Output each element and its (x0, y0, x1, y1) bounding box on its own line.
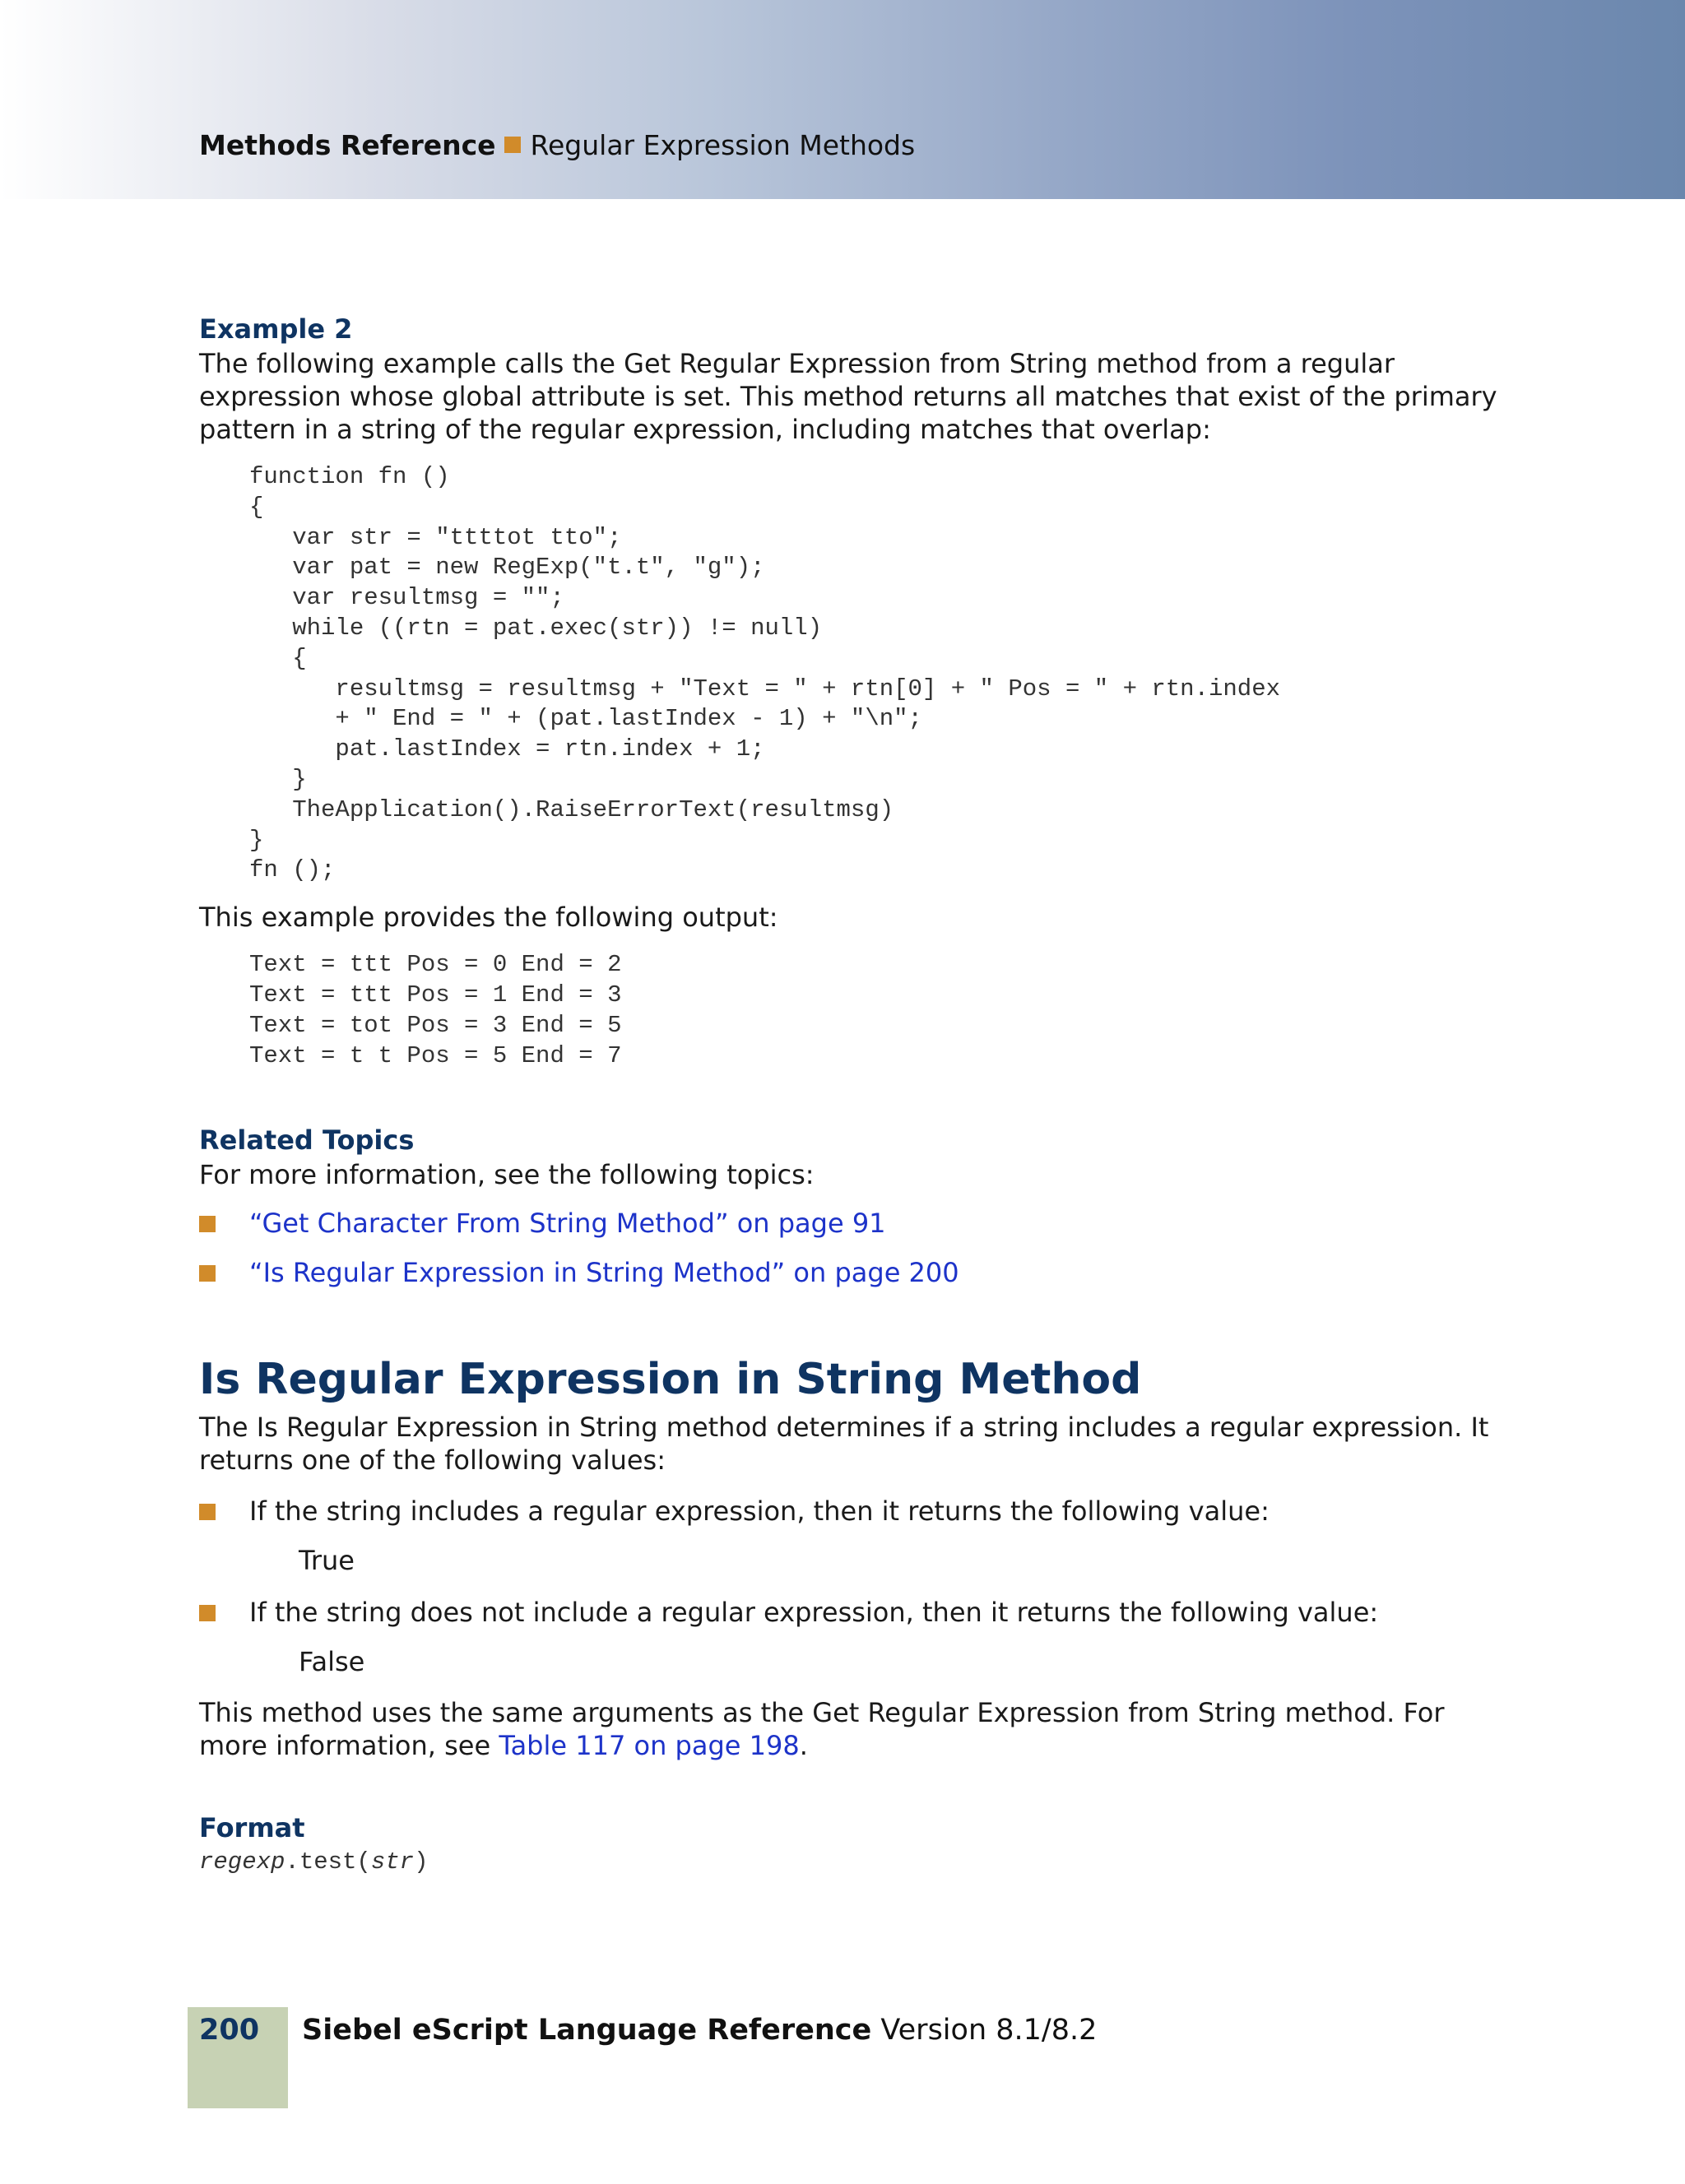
bullet-square-icon (199, 1605, 216, 1621)
footer-version: Version 8.1/8.2 (871, 2014, 1098, 2047)
format-object: regexp (199, 1848, 285, 1876)
return-values-list-2 (199, 1596, 1499, 1629)
footer-title (302, 2012, 1097, 2048)
list-item (199, 1495, 1499, 1528)
return-value-condition: If the string includes a regular expression, then it returns the following value: (249, 1495, 1270, 1528)
bullet-square-icon (199, 1265, 216, 1282)
example-heading: Example 2 (199, 313, 353, 345)
related-topics-list (199, 1207, 1499, 1289)
example-output: Text = ttt Pos = 0 End = 2 Text = ttt Pos = 1 End = 3 Text = tot Pos = 3 End = 5 Text = t t Pos = 5 End = 7 (249, 951, 622, 1069)
return-value-false: False (299, 1646, 365, 1678)
return-values-list (199, 1495, 1499, 1528)
section-title: Is Regular Expression in String Method (199, 1355, 1142, 1405)
related-topics-intro: For more information, see the following topics: (199, 1159, 815, 1191)
bullet-square-icon (199, 1216, 216, 1232)
example-code: function fn () { var str = "ttttot tto"; var pat = new RegExp("t.t", "g"); var resultmsg = ""; while ((rtn = pat.exec(str)) != null) { resultmsg = resultmsg + "Text = " + rtn[0] + " Pos = " + rtn.index + " End = " + (pat.lastIndex - 1) + "\n"; pat.lastIndex = rtn.index + 1; } TheApplication().RaiseErrorText(resultmsg) } fn (); (249, 463, 1281, 884)
section-intro: The Is Regular Expression in String method determines if a string includes a regular expression. It returns one of the following values: (199, 1412, 1489, 1477)
breadcrumb-separator-icon (504, 137, 521, 153)
format-arg: str (370, 1848, 415, 1876)
breadcrumb-subsection: Regular Expression Methods (530, 129, 916, 161)
return-value-condition: If the string does not include a regular expression, then it returns the following value: (249, 1597, 1379, 1629)
format-method: .test( (285, 1848, 371, 1876)
page-number: 200 (199, 2014, 260, 2047)
bullet-square-icon (199, 1504, 216, 1520)
breadcrumb-section: Methods Reference (199, 129, 496, 161)
footer-book-title: Siebel eScript Language Reference (302, 2014, 872, 2047)
section-note (199, 1696, 1499, 1762)
related-topics-heading: Related Topics (199, 1124, 415, 1157)
output-intro: This example provides the following output: (199, 902, 778, 934)
format-syntax (199, 1846, 1499, 1879)
format-close: ) (414, 1848, 429, 1876)
related-link-is-regular-expression[interactable]: “Is Regular Expression in String Method” on page 200 (249, 1257, 959, 1289)
format-heading: Format (199, 1812, 305, 1844)
page-content (199, 311, 1499, 1879)
section-note-text: This method uses the same arguments as the Get Regular Expression from String method. For more information, see (199, 1697, 1445, 1762)
table-reference-link[interactable]: Table 117 on page 198 (499, 1730, 800, 1762)
return-value-true: True (299, 1545, 355, 1577)
header-band (0, 0, 1685, 199)
list-item (199, 1207, 1499, 1240)
breadcrumb (199, 129, 915, 161)
list-item (199, 1256, 1499, 1289)
list-item (199, 1596, 1499, 1629)
section-note-end: . (799, 1730, 808, 1762)
related-link-get-character[interactable]: “Get Character From String Method” on page 91 (249, 1208, 886, 1240)
example-intro: The following example calls the Get Regular Expression from String method from a regular expression whose global attribute is set. This method returns all matches that exist of the primary pattern in a string of the regular expression, including matches that overlap: (199, 348, 1497, 445)
